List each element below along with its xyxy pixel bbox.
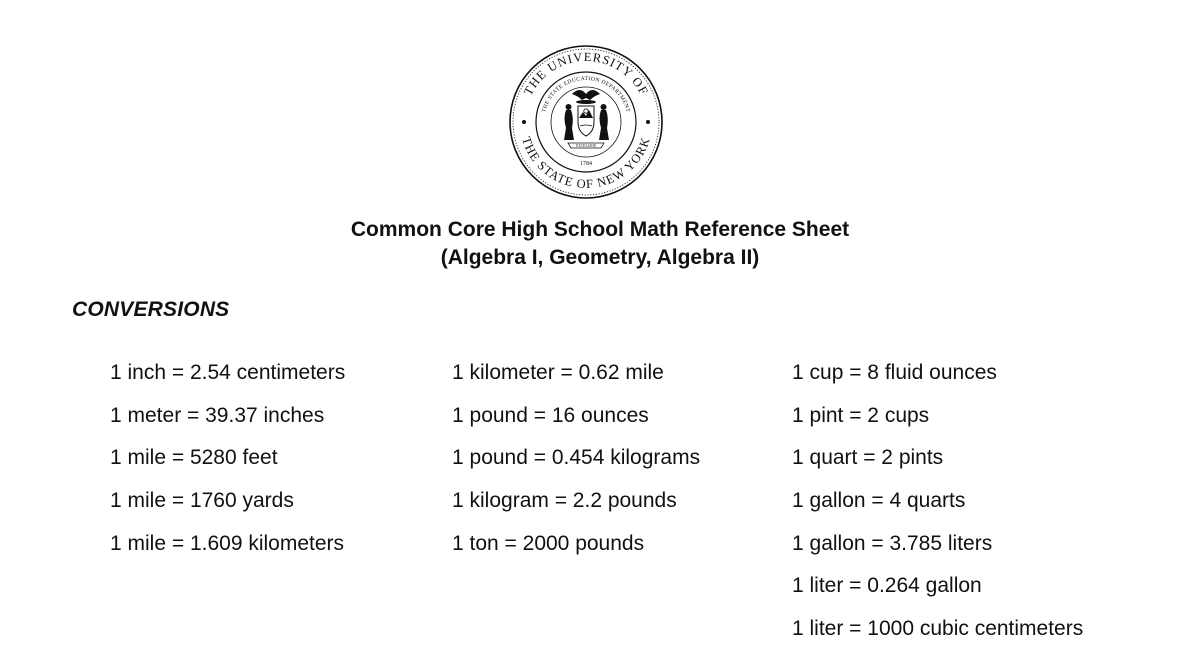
conversion-item: 1 kilometer = 0.62 mile xyxy=(452,361,664,384)
conversion-item: 1 inch = 2.54 centimeters xyxy=(110,361,346,384)
conversion-item: 1 pound = 0.454 kilograms xyxy=(452,446,701,470)
seal-bottom-text: THE STATE OF NEW YORK xyxy=(519,135,653,192)
seal-top-text: THE UNIVERSITY OF xyxy=(520,49,652,98)
seal-year: 1784 xyxy=(580,161,592,167)
conversion-item: 1 liter = 1000 cubic centimeters xyxy=(792,617,1084,641)
seal-icon xyxy=(508,44,664,200)
conversion-item: 1 kilogram = 2.2 pounds xyxy=(452,489,677,513)
seal-inner-text: THE STATE EDUCATION DEPARTMENT xyxy=(541,75,631,114)
conversion-item: 1 quart = 2 pints xyxy=(792,446,944,470)
nys-education-seal xyxy=(508,44,664,200)
conversions-column-3 xyxy=(792,358,1083,657)
conversion-item: 1 meter = 39.37 inches xyxy=(110,403,325,427)
seal-ribbon-text: EXCELSIOR xyxy=(576,144,596,148)
conversion-item: 1 mile = 1.609 kilometers xyxy=(110,531,345,555)
title-line-1: Common Core High School Math Reference Sheet xyxy=(350,218,850,241)
conversion-item: 1 mile = 5280 feet xyxy=(110,446,278,470)
conversion-item: 1 liter = 0.264 gallon xyxy=(792,574,982,598)
conversion-item: 1 gallon = 4 quarts xyxy=(792,489,966,513)
conversion-item: 1 ton = 2000 pounds xyxy=(452,531,645,555)
conversion-item: 1 pound = 16 ounces xyxy=(452,403,649,427)
svg-text:THE UNIVERSITY OF xyxy=(521,50,651,98)
title-line-2: (Algebra I, Geometry, Algebra II) xyxy=(440,246,760,269)
conversions-heading: CONVERSIONS xyxy=(72,298,230,321)
conversion-item: 1 cup = 8 fluid ounces xyxy=(792,361,997,384)
conversion-item: 1 mile = 1760 yards xyxy=(110,489,294,513)
page-title xyxy=(0,216,1200,272)
conversions-column-1 xyxy=(110,358,345,571)
conversion-item: 1 gallon = 3.785 liters xyxy=(792,531,993,555)
conversion-item: 1 pint = 2 cups xyxy=(792,403,930,427)
conversions-column-2 xyxy=(452,358,700,571)
